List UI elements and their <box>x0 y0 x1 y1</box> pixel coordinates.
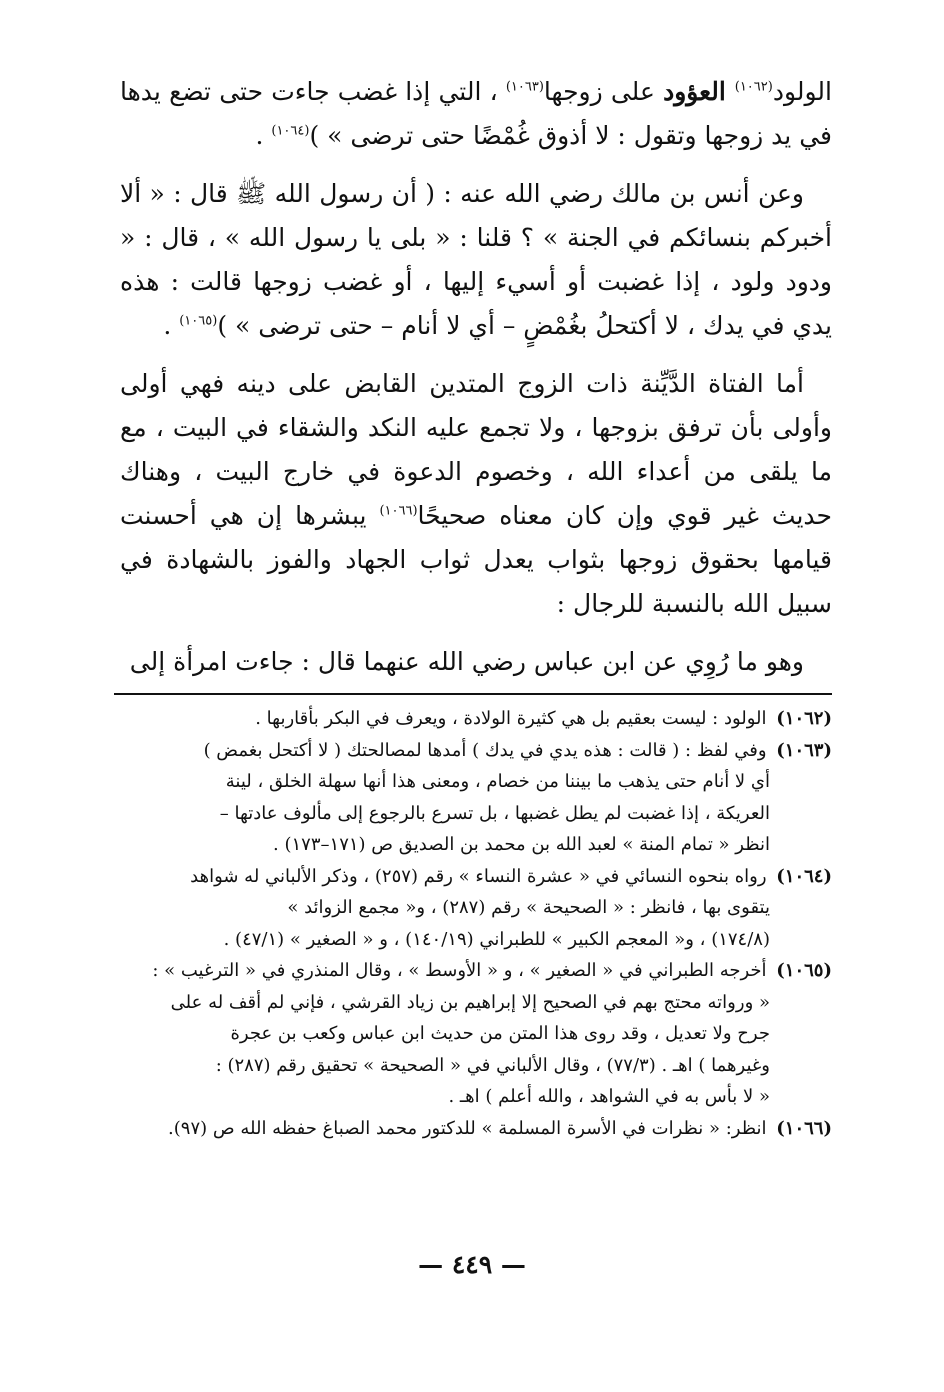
footnote-number: (١٠٦٣) <box>776 739 832 761</box>
footnote-separator <box>114 693 832 695</box>
footnote-ref: (١٠٦٤) <box>271 123 310 139</box>
footnote-ref: (١٠٦٦) <box>379 503 418 519</box>
text-segment: وهو ما رُوِي عن ابن عباس رضي الله عنهما قال : جاءت امرأة إلى <box>129 647 804 676</box>
footnote <box>120 1113 832 1145</box>
footnote-line: الولود : ليست بعقيم بل هي كثيرة الولادة ، ويعرف في البكر بأقاربها . <box>255 708 767 729</box>
footnote-line: أي لا أنام حتى يذهب ما بيننا من خصام ، ومعنى هذا أنها سهلة الخلق ، لينة <box>225 771 770 792</box>
footnote-line: جرح ولا تعديل ، وقد روى هذا المتن من حديث ابن عباس وكعب بن عجرة <box>230 1023 770 1044</box>
paragraph <box>120 362 832 626</box>
text-segment: على زوجها <box>543 77 664 106</box>
footnote-ref: (١٠٦٥) <box>179 313 218 329</box>
footnote-number: (١٠٦٢) <box>776 708 832 729</box>
paragraph <box>120 640 832 684</box>
footnote-line: انظر « تمام المنة » لعبد الله بن محمد بن الصديق ص (١٧١–١٧٣) . <box>273 834 770 855</box>
text-segment: يبشرها إن هي أحسنت قيامها بحقوق زوجها بثواب يعدل ثواب الجهاد والفوز بالشهادة في سبيل الله بالنسبة للرجال : <box>120 501 832 618</box>
text-segment: . <box>255 121 272 150</box>
text-segment: أما الفتاة الدَّيِّنة ذات الزوج المتدين القابض على دينه فهي أولى وأولى بأن ترفق بزوجها ، ولا تجمع عليه النكد والشقاء في البيت ، مع ما يلقى من أعداء الله ، وخصوم الدعوة في خارج البيت ، وهناك حديث غير قوي وإن كان معناه صحيحًا <box>120 369 832 530</box>
footnote-line: « ورواته محتج بهم في الصحيح إلا إبراهيم بن زياد القرشي ، فإني لم أقف له على <box>170 991 770 1013</box>
paragraph <box>120 172 832 348</box>
footnote-number: (١٠٦٦) <box>776 1117 832 1139</box>
paragraph <box>120 70 832 158</box>
footnote-line: انظر: « نظرات في الأسرة المسلمة » للدكتور محمد الصباغ حفظه الله ص (٩٧). <box>168 1117 767 1139</box>
text-segment: . <box>163 311 180 340</box>
footnote <box>120 703 832 735</box>
text-segment: الولود <box>772 77 832 106</box>
footnote-number: (١٠٦٥) <box>776 960 832 981</box>
footnote-line: يتقوى بها ، فانظر : « الصحيحة » رقم (٢٨٧) ، و« مجمع الزوائد » <box>287 897 770 918</box>
footnote-number: (١٠٦٤) <box>776 865 832 887</box>
footnote-line: العريكة ، إذا غضبت لم يطل غضبها ، بل تسرع بالرجوع إلى مألوف عادتها – <box>219 802 770 824</box>
footnote-line: « لا بأس به في الشواهد ، والله أعلم ) اهـ . <box>448 1086 770 1107</box>
footnote-line: وغيرهما ) اهـ . (٧٧/٣) ، وقال الألباني في « الصحيحة » تحقيق رقم (٢٨٧) : <box>215 1054 770 1076</box>
main-text <box>120 70 832 698</box>
footnote-ref: (١٠٦٢) <box>734 79 773 95</box>
text-segment: وعن أنس بن مالك رضي الله عنه : ( أن رسول الله ﷺ قال : « ألا أخبركم بنسائكم في الجنة » ؟ قلنا : « بلى يا رسول الله » ، قال : « ودود ولود ، إذا غضبت أو أسيء إليها ، أو غضب زوجها قالت : هذه يدي في يدك ، لا أكتحلُ بغُمْضٍ – أي لا أنام – حتى ترضى » ) <box>120 179 832 340</box>
footnote <box>120 735 832 861</box>
text-segment-bold: العؤود <box>663 77 735 106</box>
footnote <box>120 955 832 1113</box>
text-segment: ، التي إذا غضب جاءت حتى تضع يدها في يد زوجها وتقول : لا أذوق غُمْضًا حتى ترضى » ) <box>120 77 832 150</box>
footnotes <box>120 703 832 1144</box>
footnote-line: رواه بنحوه النسائي في « عشرة النساء » رقم (٢٥٧) ، وذكر الألباني له شواهد <box>190 865 767 887</box>
page-number: — ٤٤٩ — <box>418 1250 526 1279</box>
footnote-ref: (١٠٦٣) <box>505 79 544 95</box>
footnote <box>120 861 832 956</box>
footnote-line: أخرجه الطبراني في « الصغير » ، و « الأوسط » ، وقال المنذري في « الترغيب » : <box>152 960 767 981</box>
footnote-line: وفي لفظ : ( قالت : هذه يدي في يدك ) أمدها لمصالحتك ( لا أكتحل بغمض ) <box>203 739 767 761</box>
footnote-line: (١٧٤/٨) ، و« المعجم الكبير » للطبراني (١٤٠/١٩) ، و « الصغير » (٤٧/١) . <box>223 928 770 950</box>
